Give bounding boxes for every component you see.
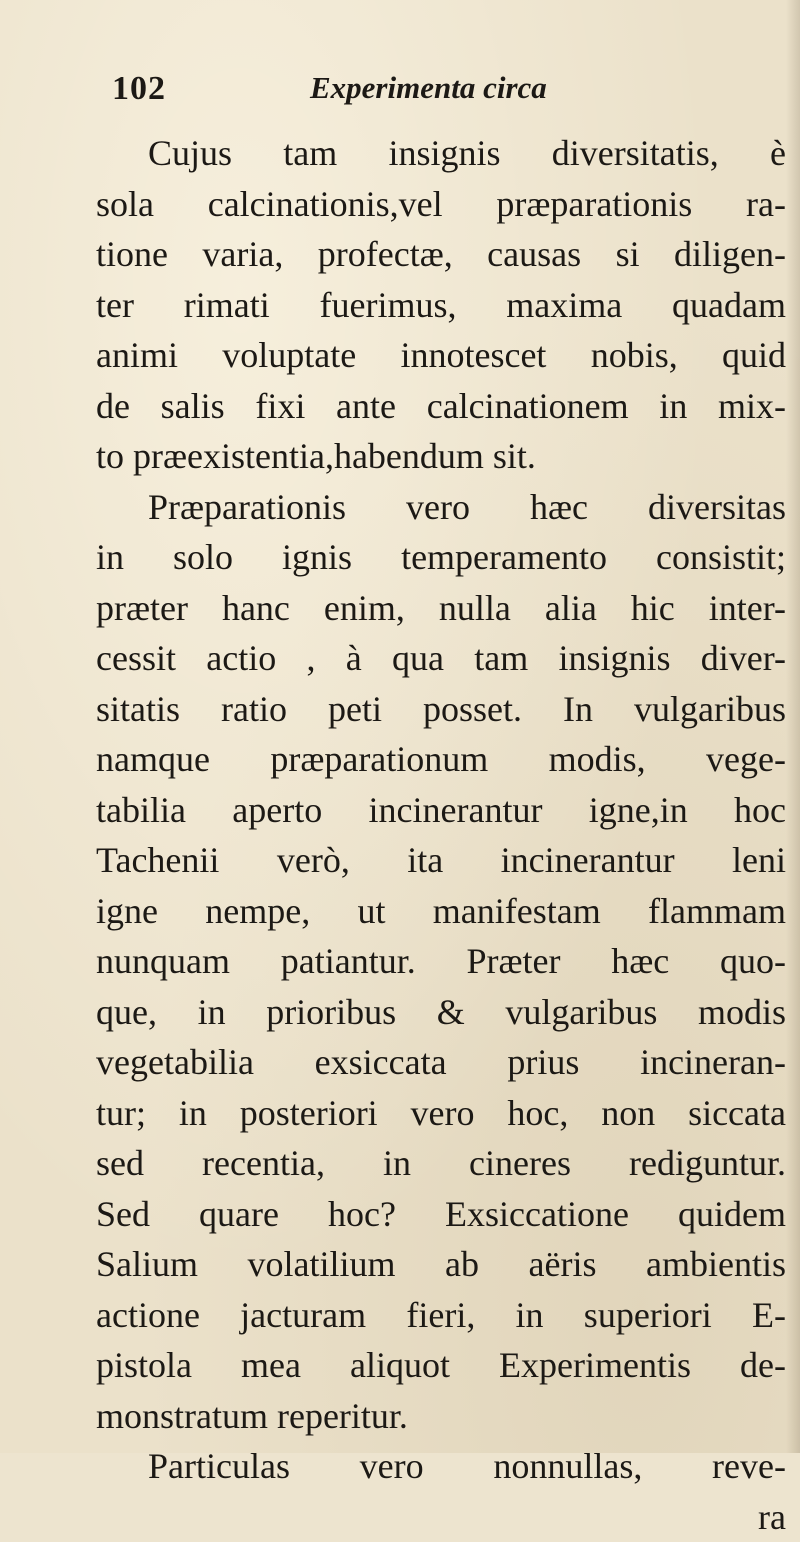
text-line: monstratum reperitur. [96,1391,786,1442]
text-line: Tachenii verò, ita incinerantur leni [96,835,786,886]
text-line: Salium volatilium ab aëris ambientis [96,1239,786,1290]
text-line: Præparationis vero hæc diversitas [96,482,786,533]
text-line: namque præparationum modis, vege- [96,734,786,785]
text-line: pistola mea aliquot Experimentis de- [96,1340,786,1391]
text-line: sitatis ratio peti posset. In vulgaribus [96,684,786,735]
text-line: to præexistentia,habendum sit. [96,431,786,482]
text-line: Particulas vero nonnullas, reve- [96,1441,786,1492]
running-title: Experimenta circa [310,70,547,106]
text-line: ter rimati fuerimus, maxima quadam [96,280,786,331]
text-line: nunquam patiantur. Præter hæc quo- [96,936,786,987]
text-line: cessit actio , à qua tam insignis diver- [96,633,786,684]
catchword: ra [96,1492,786,1542]
text-line: animi voluptate innotescet nobis, quid [96,330,786,381]
page-header [112,70,672,120]
text-line: vegetabilia exsiccata prius incineran- [96,1037,786,1088]
text-line: actione jacturam fieri, in superiori E- [96,1290,786,1341]
text-line: de salis fixi ante calcinationem in mix- [96,381,786,432]
text-line: tabilia aperto incinerantur igne,in hoc [96,785,786,836]
text-line: sola calcinationis,vel præparationis ra- [96,179,786,230]
text-line: igne nempe, ut manifestam flammam [96,886,786,937]
text-line: sed recentia, in cineres rediguntur. [96,1138,786,1189]
text-line: tione varia, profectæ, causas si diligen- [96,229,786,280]
text-line: que, in prioribus & vulgaribus modis [96,987,786,1038]
page-number: 102 [112,70,166,108]
text-line: Cujus tam insignis diversitatis, è [96,128,786,179]
text-line: præter hanc enim, nulla alia hic inter- [96,583,786,634]
text-line: Sed quare hoc? Exsiccatione quidem [96,1189,786,1240]
text-line: tur; in posteriori vero hoc, non siccata [96,1088,786,1139]
body-text [96,128,786,1542]
text-line: in solo ignis temperamento consistit; [96,532,786,583]
page-edge-shadow [786,0,800,1453]
